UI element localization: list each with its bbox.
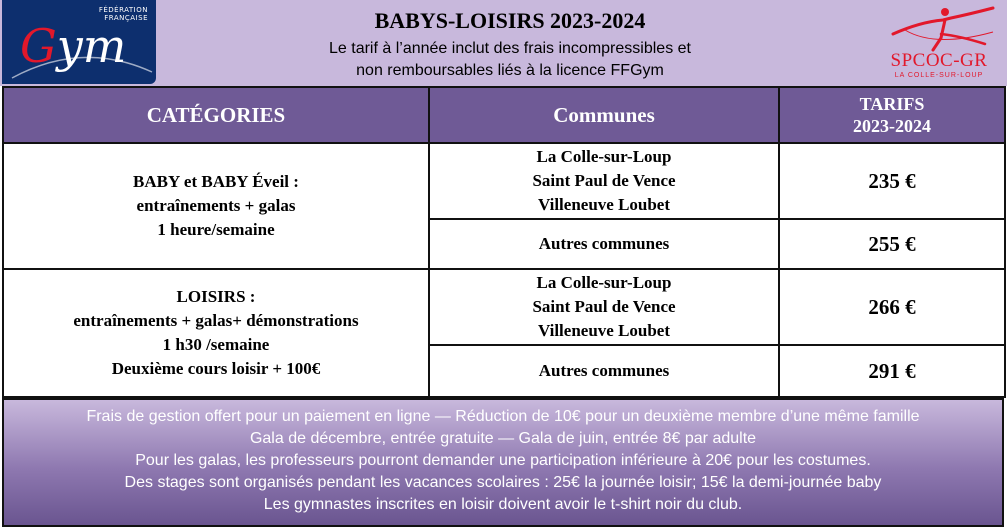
commune-name: Saint Paul de Vence xyxy=(532,171,676,190)
commune-name: Villeneuve Loubet xyxy=(537,195,671,214)
communes-cell xyxy=(429,219,779,269)
page-subtitle xyxy=(160,38,860,82)
header-tarifs-line2: 2023-2024 xyxy=(853,116,931,136)
ffgym-line1: FÉDÉRATION xyxy=(98,6,148,14)
header-tarifs-line1: TARIFS xyxy=(859,94,925,114)
gymnast-icon xyxy=(875,4,1003,52)
category-line: Deuxième cours loisir + 100€ xyxy=(111,359,321,378)
tarifs-table xyxy=(2,86,1006,398)
commune-name: Autres communes xyxy=(538,361,670,380)
communes-cell xyxy=(429,143,779,219)
footer-line: Gala de décembre, entrée gratuite — Gala de juin, entrée 8€ par adulte xyxy=(249,430,757,447)
footer-line: Pour les galas, les professeurs pourront demander une participation inférieure à 20€ pour les costumes. xyxy=(135,452,871,469)
table-row xyxy=(3,269,1005,345)
subtitle-line-2: non remboursables liés à la licence FFGym xyxy=(356,62,664,79)
communes-cell xyxy=(429,345,779,397)
table-row xyxy=(3,143,1005,219)
ffgym-line2: FRANÇAISE xyxy=(104,14,148,22)
footer-notes xyxy=(2,398,1004,527)
header-tarifs xyxy=(779,87,1005,143)
category-baby xyxy=(3,143,429,269)
price-cell: 291 € xyxy=(779,345,1005,397)
category-line: 1 heure/semaine xyxy=(157,220,275,239)
header-communes: Communes xyxy=(429,87,779,143)
footer-line: Les gymnastes inscrites en loisir doivent avoir le t-shirt noir du club. xyxy=(263,496,743,513)
footer-line: Frais de gestion offert pour un paiement en ligne — Réduction de 10€ pour un deuxième membre d’une même famille xyxy=(86,408,920,425)
spcoc-name: SPCOC-GR xyxy=(890,50,988,71)
category-line: entraînements + galas xyxy=(136,196,296,215)
ffgym-ym: ym xyxy=(56,19,127,73)
category-line: BABY et BABY Éveil : xyxy=(133,172,299,191)
spcoc-logo xyxy=(875,4,1003,84)
commune-name: La Colle-sur-Loup xyxy=(536,147,672,166)
price-cell: 255 € xyxy=(779,219,1005,269)
category-line: 1 h30 /semaine xyxy=(162,335,270,354)
subtitle-line-1: Le tarif à l’année inclut des frais incompressibles et xyxy=(329,40,691,57)
commune-name: La Colle-sur-Loup xyxy=(536,273,672,292)
table-header-row xyxy=(3,87,1005,143)
header-categories: CATÉGORIES xyxy=(3,87,429,143)
ffgym-logo xyxy=(2,0,156,84)
commune-name: Villeneuve Loubet xyxy=(537,321,671,340)
spcoc-city: LA COLLE-SUR-LOUP xyxy=(894,72,984,79)
footer-line: Des stages sont organisés pendant les vacances scolaires : 25€ la journée loisir; 15€ la demi-journée baby xyxy=(124,474,882,491)
category-line: entraînements + galas+ démonstrations xyxy=(73,311,359,330)
page-title: BABYS-LOISIRS 2023-2024 xyxy=(374,8,646,33)
price-cell: 235 € xyxy=(779,143,1005,219)
ffgym-g: G xyxy=(20,19,57,73)
commune-name: Autres communes xyxy=(538,234,670,253)
price-cell: 266 € xyxy=(779,269,1005,345)
ffgym-wordmark xyxy=(20,20,126,72)
category-loisirs xyxy=(3,269,429,397)
header-banner xyxy=(0,0,1007,86)
communes-cell xyxy=(429,269,779,345)
category-line: LOISIRS : xyxy=(176,287,256,306)
commune-name: Saint Paul de Vence xyxy=(532,297,676,316)
